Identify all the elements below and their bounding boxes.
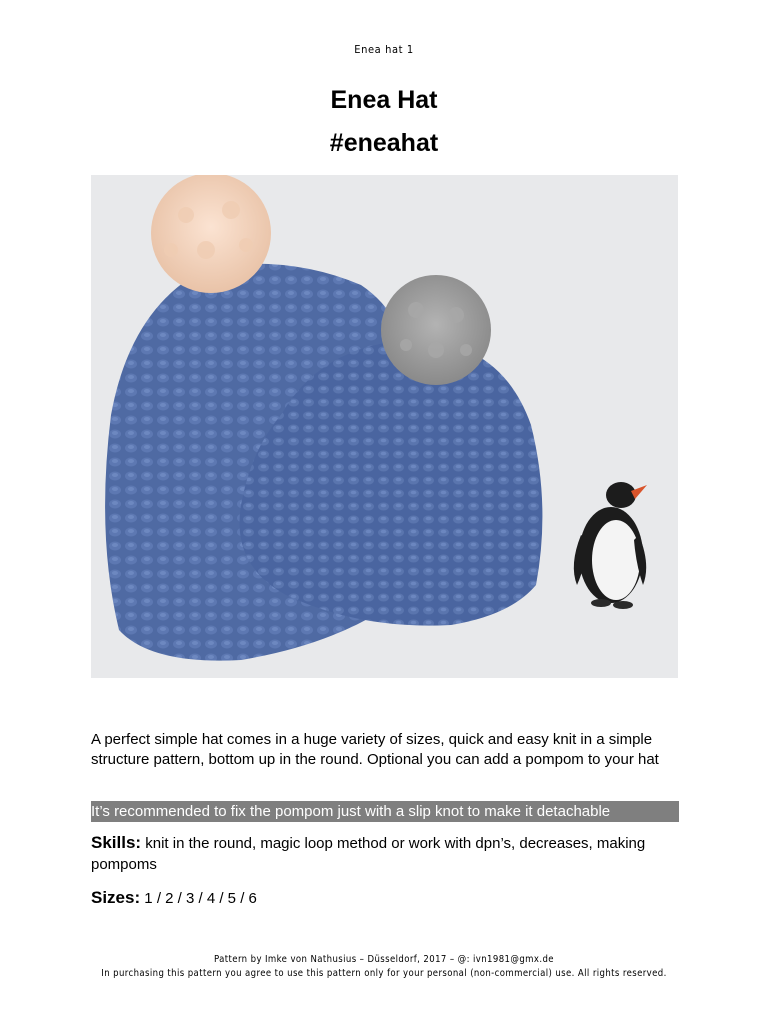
detachable-note: It’s recommended to fix the pompom just with a slip knot to make it detachable: [91, 801, 679, 822]
sizes-text: 1 / 2 / 3 / 4 / 5 / 6: [140, 890, 257, 907]
footer-copyright: In purchasing this pattern you agree to use this pattern only for your personal (non-commercial) use. All rights reserved.: [101, 968, 667, 979]
hat-photo: [91, 175, 678, 678]
skills-text: knit in the round, magic loop method or work with dpn’s, decreases, making pompoms: [91, 835, 646, 873]
grey-pompom: [381, 275, 491, 385]
description-text: A perfect simple hat comes in a huge variety of sizes, quick and easy knit in a simple structure pattern, bottom up in the round. Optional you can add a pompom to your hat: [91, 731, 659, 768]
hashtag-title: #eneahat: [329, 129, 439, 157]
sizes-section: [91, 887, 691, 909]
skills-label: Skills:: [91, 833, 142, 852]
footer-credit: Pattern by Imke von Nathusius – Düsseldorf, 2017 – @: ivn1981@gmx.de: [214, 954, 554, 965]
page-header: Enea hat 1: [354, 43, 414, 56]
peach-pompom: [151, 175, 271, 293]
skills-section: [91, 832, 691, 875]
page-title: Enea Hat: [330, 86, 438, 114]
sizes-label: Sizes:: [91, 888, 141, 907]
hat-illustration: [91, 175, 678, 678]
